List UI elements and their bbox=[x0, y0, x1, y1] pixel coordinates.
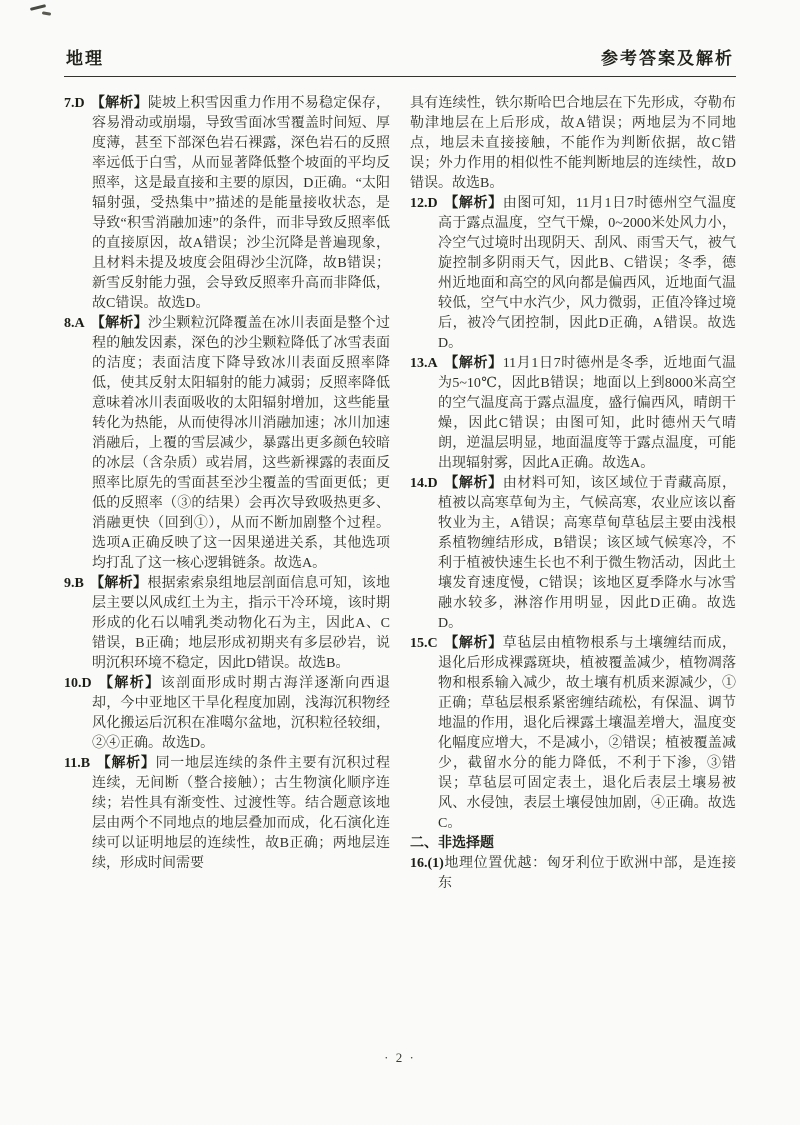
answer-number: 10.D bbox=[64, 676, 92, 691]
answer-item-16 bbox=[410, 854, 736, 894]
answer-item-11-continued bbox=[410, 94, 736, 194]
answer-item-10 bbox=[64, 674, 390, 754]
answer-key-title: 参考答案及解析 bbox=[601, 49, 734, 68]
answer-number: 16.(1) bbox=[410, 856, 444, 871]
answer-text: 具有连续性，铁尔斯哈巴合地层在下先形成，夺勒布勒津地层在上后形成，故A错误；两地层为不同地点，地层未直接接触，不能作为判断依据，故C错误；外力作用的相似性不能判断地层的连续性，故D错误。故选B。 bbox=[410, 96, 736, 191]
answer-text: 同一地层连续的条件主要有沉积过程连续，无间断（整合接触）；古生物演化顺序连续；岩性具有渐变性、过渡性等。结合题意该地层由两个不同地点的地层叠加而成，化石演化连续可以证明地层的连续性，故B正确；两地层连续，形成时间需要 bbox=[92, 756, 391, 871]
analysis-tag: 【解析】 bbox=[90, 96, 148, 111]
answer-number: 13.A bbox=[410, 356, 438, 371]
analysis-tag: 【解析】 bbox=[443, 196, 503, 211]
answer-text: 草毡层由植物根系与土壤缠结而成，退化后形成裸露斑块，植被覆盖减少，植物凋落物和根系输入减少，故土壤有机质来源减少，①正确；草毡层根系紧密缠结疏松，有保温、调节地温的作用，退化后裸露土壤温差增大，温度变化幅度应增大，不是减小，②错误；植被覆盖减少，截留水分的能力降低，不利于下渗，③错误；草毡层可固定表土，退化后表层土壤易被风、水侵蚀，表层土壤侵蚀加剧，④正确。故选C。 bbox=[438, 636, 736, 831]
analysis-tag: 【解析】 bbox=[443, 636, 503, 651]
right-column bbox=[410, 94, 736, 894]
page-header bbox=[64, 44, 736, 76]
header-rule bbox=[64, 76, 736, 77]
answer-text: 11月1日7时德州是冬季，近地面气温为5~10℃，因此B错误；地面以上到8000米高空的空气温度高于露点温度，盛行偏西风，晴朗干燥，因此C错误；由图可知，此时德州天气晴朗，逆温层明显，地面温度等于露点温度，可能出现辐射雾，因此A正确。故选A。 bbox=[438, 356, 737, 471]
answer-number: 14.D bbox=[410, 476, 438, 491]
analysis-tag: 【解析】 bbox=[97, 676, 161, 691]
analysis-tag: 【解析】 bbox=[443, 356, 503, 371]
page-footer bbox=[0, 1050, 800, 1066]
answer-text: 沙尘颗粒沉降覆盖在冰川表面是整个过程的触发因素，深色的沙尘颗粒降低了冰雪表面的洁度；表面洁度下降导致冰川表面反照率降低，使其反射太阳辐射的能力减弱；反照率降低意味着冰川表面吸收的太阳辐射增加，这些能量转化为热能，从而使得冰川消融加速；冰川加速消融后，上覆的雪层减少，暴露出更多颜色较暗的冰层（含杂质）或岩屑，这些新裸露的表面反照率比原先的雪面甚至沙尘覆盖的雪面更低；更低的反照率（③的结果）会再次导致吸热更多、消融更快（回到①），从而不断加剧整个过程。选项A正确反映了这一因果递进关系，其他选项均打乱了这一核心逻辑链条。故选A。 bbox=[92, 316, 391, 571]
answer-text: 由图可知，11月1日7时德州空气温度高于露点温度，空气干燥，0~2000米处风力小，冷空气过境时出现阴天、刮风、雨雪天气，被气旋控制多阴雨天气，因此B、C错误；冬季，德州近地面和高空的风向都是偏西风，近地面气温较低，空气中水汽少，风力微弱，正值冷锋过境后，被冷气团控制，因此D正确，A错误。故选D。 bbox=[438, 196, 737, 351]
analysis-tag: 【解析】 bbox=[89, 576, 148, 591]
subject-label: 地理 bbox=[66, 49, 104, 68]
answer-item-9 bbox=[64, 574, 390, 674]
answer-text: 该剖面形成时期古海洋逐渐向西退却，今中亚地区干旱化程度加剧，浅海沉积物经风化搬运后沉积在准噶尔盆地，沉积粒径较细，②④正确。故选D。 bbox=[92, 676, 391, 751]
page-number: · 2 · bbox=[384, 1050, 416, 1065]
answer-text: 根据索索泉组地层剖面信息可知，该地层主要以风成红土为主，指示干冷环境，该时期形成的化石以哺乳类动物化石为主，因此A、C错误，B正确；地层形成初期夹有多层砂岩，说明沉积环境不稳定，因此D错误。故选B。 bbox=[92, 576, 391, 671]
analysis-tag: 【解析】 bbox=[90, 316, 148, 331]
answer-number: 15.C bbox=[410, 636, 438, 651]
answer-text: 地理位置优越：匈牙利位于欧洲中部，是连接东 bbox=[438, 856, 736, 891]
answer-item-14 bbox=[410, 474, 736, 634]
answer-item-15 bbox=[410, 634, 736, 834]
answer-number: 11.B bbox=[64, 756, 91, 771]
answer-number: 8.A bbox=[64, 316, 85, 331]
two-column-body bbox=[64, 94, 736, 894]
answer-number: 12.D bbox=[410, 196, 438, 211]
scan-artifact bbox=[42, 11, 51, 15]
left-column bbox=[64, 94, 390, 894]
answer-item-8 bbox=[64, 314, 390, 574]
section-heading-non-choice bbox=[410, 834, 736, 854]
answer-item-7 bbox=[64, 94, 390, 314]
scan-artifact bbox=[30, 4, 46, 11]
answer-text: 陡坡上积雪因重力作用不易稳定保存，容易滑动或崩塌，导致雪面冰雪覆盖时间短、厚度薄，甚至下部深色岩石裸露，深色岩石的反照率远低于白雪，从而显著降低整个坡面的平均反照率，这是最直接和主要的原因，D正确。“太阳辐射强，受热集中”描述的是能量接收状态，是导致“积雪消融加速”的条件，而非导致反照率低的直接原因，故A错误；沙尘沉降是普遍现象，且材料未提及坡度会阻碍沙尘沉降，故B错误；新雪反射能力强，会导致反照率升高而非降低，故C错误。故选D。 bbox=[92, 96, 391, 311]
answer-item-12 bbox=[410, 194, 736, 354]
analysis-tag: 【解析】 bbox=[96, 756, 156, 771]
section-heading-label: 二、非选择题 bbox=[410, 836, 494, 851]
answer-number: 9.B bbox=[64, 576, 84, 591]
answer-text: 由材料可知，该区域位于青藏高原，植被以高寒草甸为主，气候高寒，农业应该以畜牧业为主，A错误；高寒草甸草毡层主要由浅根系植物缠结形成，B错误；该区域气候寒冷，不利于植被快速生长也不利于微生物活动，因此土壤发育速度慢，C错误；该地区夏季降水与冰雪融水较多，淋溶作用明显，因此D正确。故选D。 bbox=[438, 476, 736, 631]
answer-number: 7.D bbox=[64, 96, 85, 111]
answer-item-13 bbox=[410, 354, 736, 474]
analysis-tag: 【解析】 bbox=[443, 476, 503, 491]
answer-item-11 bbox=[64, 754, 390, 874]
